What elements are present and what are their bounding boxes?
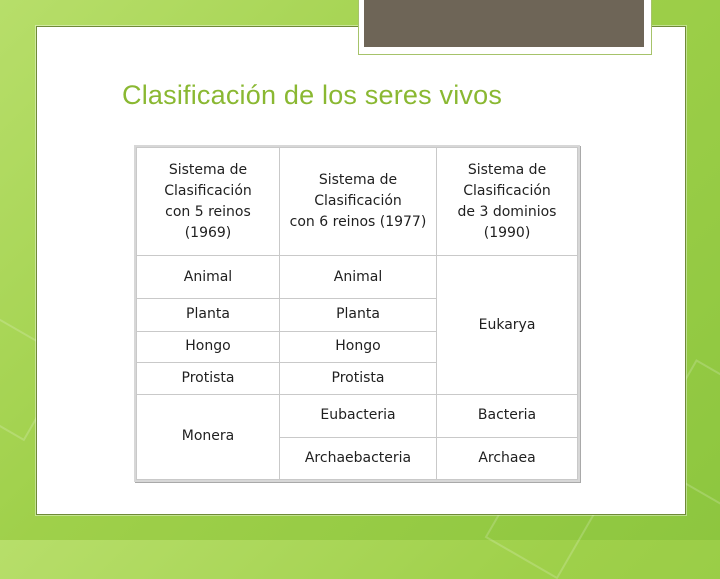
header-line: (1969) [184,224,232,241]
cell-six-protista: Protista [279,362,436,394]
header-line: Sistema de [467,161,547,178]
cell-five-hongo: Hongo [137,331,280,362]
slide-title: Clasificación de los seres vivos [122,80,503,110]
header-three-domains [437,148,578,256]
cell-domain-archaea: Archaea [437,437,578,479]
cell-domain-eukarya: Eukarya [437,256,578,394]
cell-six-planta: Planta [279,299,436,331]
table-header-row [137,148,578,256]
header-six-kingdoms [279,148,436,256]
cell-five-planta: Planta [137,299,280,331]
cell-six-eubacteria: Eubacteria [279,394,436,437]
cell-five-protista: Protista [137,362,280,394]
table-row [137,394,578,437]
header-line: Clasificación [164,182,252,199]
header-line: (1990) [483,224,531,241]
header-line: con 6 reinos (1977) [289,214,427,231]
header-line: Clasificación [463,182,551,199]
cell-five-animal: Animal [137,256,280,299]
classification-table [134,145,580,482]
header-five-kingdoms [137,148,280,256]
cell-six-hongo: Hongo [279,331,436,362]
cell-domain-bacteria: Bacteria [437,394,578,437]
header-line: Sistema de [168,161,248,178]
header-line: Sistema de [318,172,398,189]
header-tab-block [364,0,644,47]
cell-five-monera: Monera [137,394,280,479]
header-line: Clasificación [314,193,402,210]
classification-grid [136,147,578,480]
cell-six-archaebacteria: Archaebacteria [279,437,436,479]
table-row [137,256,578,299]
header-line: de 3 dominios [457,203,557,220]
header-line: con 5 reinos [165,203,251,220]
cell-six-animal: Animal [279,256,436,299]
